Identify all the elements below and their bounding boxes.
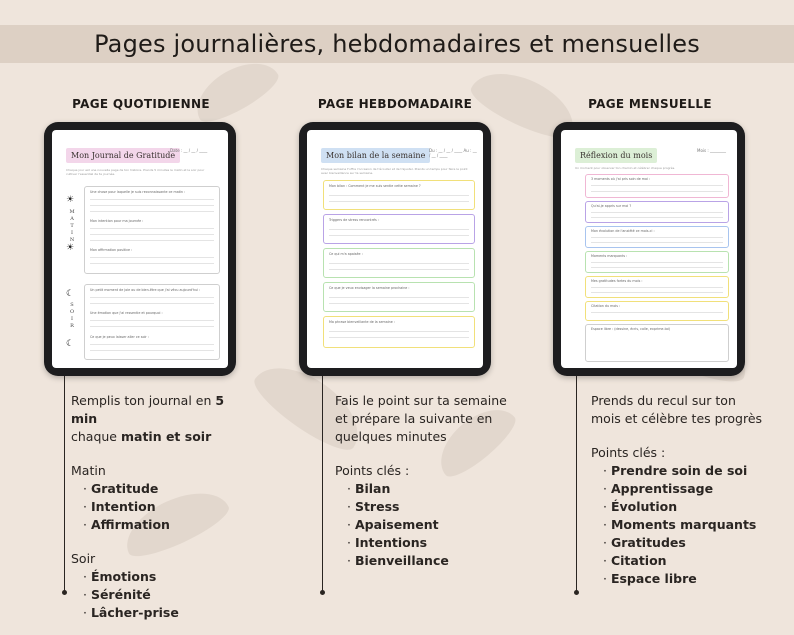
question-box[interactable]	[585, 251, 729, 273]
screen-title: Mon bilan de la semaine	[321, 148, 430, 163]
monthly-intro: Prends du recul sur ton mois et célèbre tes progrès	[591, 393, 763, 426]
group-heading: Points clés :	[335, 463, 410, 478]
list-item: · Apaisement	[335, 516, 510, 534]
screen-title: Réflexion du mois	[575, 148, 657, 163]
question: Qu'ai-je appris sur moi ?	[591, 204, 632, 208]
question-box[interactable]	[323, 214, 475, 244]
question: Ce qui m'a apaisée :	[329, 252, 363, 256]
morning-list	[71, 480, 251, 534]
list-item: · Lâcher-prise	[71, 604, 251, 622]
question: Mon évolution de l'anxiété ce mois-ci :	[591, 229, 655, 233]
date-field: Date : __ / __ / ____	[170, 148, 208, 153]
daily-description	[71, 392, 251, 622]
list-item: · Bienveillance	[335, 552, 510, 570]
group-heading: Soir	[71, 551, 96, 566]
screen-subtitle: Un moment pour observer ton chemin et célébrer chaque progrès.	[575, 166, 676, 170]
group-heading: Matin	[71, 463, 106, 478]
question: Citation du mois :	[591, 304, 621, 308]
free-space-box[interactable]	[585, 324, 729, 362]
question: Ce que je peux laisser aller ce soir :	[90, 335, 149, 339]
list-item: · Gratitudes	[591, 534, 766, 552]
question: Mon intention pour ma journée :	[90, 219, 144, 223]
list-item: · Bilan	[335, 480, 510, 498]
list-item: · Affirmation	[71, 516, 251, 534]
question-box[interactable]	[585, 276, 729, 298]
screen-daily	[52, 130, 228, 368]
connector-line	[322, 376, 323, 592]
weekly-description	[335, 392, 510, 570]
tablet-weekly	[299, 122, 491, 376]
connector-line	[576, 376, 577, 592]
list-item: · Citation	[591, 552, 766, 570]
screen-subtitle: Chaque jour est une nouvelle page de ton histoire. Prends 5 minutes le matin et le soir pour cultiver l'essentiel de ta journée.	[66, 168, 205, 176]
tablet-monthly	[553, 122, 745, 376]
connector-dot	[320, 590, 325, 595]
screen-title: Mon Journal de Gratitude	[66, 148, 180, 163]
weekly-list	[335, 480, 510, 570]
evening-box[interactable]	[84, 284, 220, 360]
label-weekly: PAGE HEBDOMADAIRE	[317, 97, 473, 111]
question: Espace libre : (dessine, écris, colle, exprime-toi)	[591, 327, 671, 331]
monthly-list	[591, 462, 766, 588]
question: Mon bilan : Comment je me suis sentie cette semaine ?	[329, 184, 421, 188]
evening-list	[71, 568, 251, 622]
label-monthly: PAGE MENSUELLE	[588, 97, 712, 111]
side-word-evening: SOIR	[69, 302, 75, 330]
date-field: Du : __ / __ / ____ Au : __ / __ / ____	[429, 148, 477, 158]
list-item: · Gratitude	[71, 480, 251, 498]
weekly-intro: Fais le point sur ta semaine et prépare la suivante en quelques minutes	[335, 393, 507, 444]
screen-weekly	[307, 130, 483, 368]
moon-icon: ☾	[66, 289, 75, 299]
morning-box[interactable]	[84, 186, 220, 274]
question-box[interactable]	[323, 248, 475, 278]
list-item: · Apprentissage	[591, 480, 766, 498]
date-field: Mois : ________	[697, 148, 726, 153]
page-title: Pages journalières, hebdomadaires et mensuelles	[94, 30, 700, 58]
label-daily: PAGE QUOTIDIENNE	[72, 97, 210, 111]
question: Moments marquants :	[591, 254, 628, 258]
list-item: · Espace libre	[591, 570, 766, 588]
question-box[interactable]	[585, 201, 729, 223]
connector-dot	[62, 590, 67, 595]
tablet-daily	[44, 122, 236, 376]
title-banner	[0, 25, 794, 63]
question: Ce que je veux envisager la semaine prochaine :	[329, 286, 410, 290]
screen-subtitle: Chaque semaine t'offre l'occasion de t'écouter et de t'ajuster. Prends un temps pour faire le point avec bienveillance sur ta semaine.	[321, 167, 468, 175]
question: Triggers de stress rencontrés :	[329, 218, 379, 222]
list-item: · Moments marquants	[591, 516, 766, 534]
question: Un petit moment de joie ou de bien-être que j'ai vécu aujourd'hui :	[90, 288, 201, 292]
list-item: · Intention	[71, 498, 251, 516]
group-heading: Points clés :	[591, 445, 666, 460]
question-box[interactable]	[585, 174, 729, 198]
question-box[interactable]	[585, 301, 729, 321]
monthly-description	[591, 392, 766, 588]
side-word-morning: MATIN	[69, 209, 75, 244]
question: Ma phrase bienveillante de la semaine :	[329, 320, 395, 324]
list-item: · Intentions	[335, 534, 510, 552]
connector-line	[64, 376, 65, 592]
daily-intro: Remplis ton journal en 5 min chaque matin et soir	[71, 393, 225, 444]
sun-icon: ☀	[66, 195, 75, 205]
question: Mes gratitudes fortes du mois :	[591, 279, 643, 283]
question: Mon affirmation positive :	[90, 248, 133, 252]
list-item: · Stress	[335, 498, 510, 516]
question-box[interactable]	[323, 316, 475, 348]
screen-monthly	[561, 130, 737, 368]
question: 3 moments où j'ai pris soin de moi :	[591, 177, 651, 181]
list-item: · Évolution	[591, 498, 766, 516]
question-box[interactable]	[585, 226, 729, 248]
question: Une chose pour laquelle je suis reconnaissante ce matin :	[90, 190, 186, 194]
sun-icon: ☀	[66, 243, 75, 253]
list-item: · Émotions	[71, 568, 251, 586]
question-box[interactable]	[323, 282, 475, 312]
list-item: · Sérénité	[71, 586, 251, 604]
connector-dot	[574, 590, 579, 595]
question-box[interactable]	[323, 180, 475, 210]
list-item: · Prendre soin de soi	[591, 462, 766, 480]
question: Une émotion que j'ai ressentie et pourquoi :	[90, 311, 163, 315]
moon-icon: ☾	[66, 339, 75, 349]
